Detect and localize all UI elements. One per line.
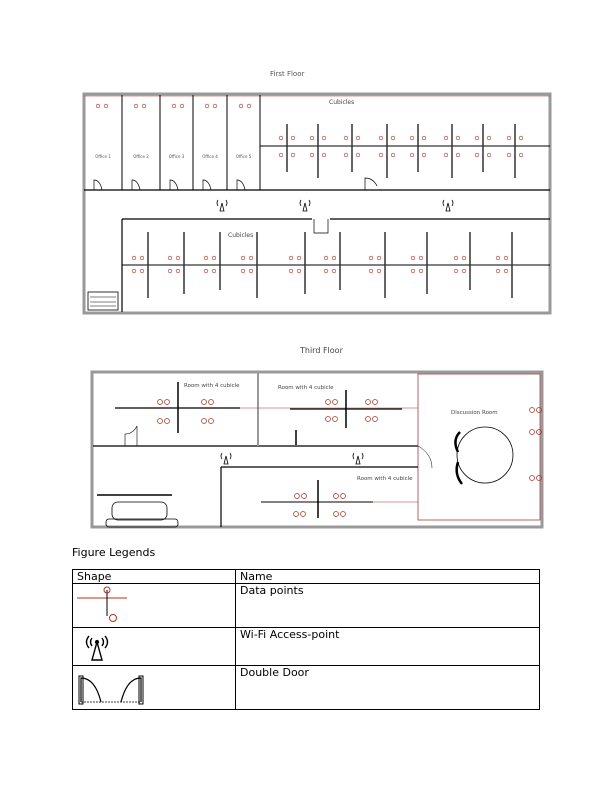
data-point-icon: [209, 419, 214, 424]
data-point-icon: [213, 104, 217, 108]
legend-row: [73, 666, 540, 710]
first-floor-plan: [84, 94, 550, 313]
data-point-icon: [310, 153, 314, 157]
wifi-icon: [221, 453, 231, 464]
data-point-icon: [77, 584, 157, 624]
data-point-icon: [180, 104, 184, 108]
data-point-icon: [104, 104, 108, 108]
data-point-icon: [332, 269, 336, 273]
data-point-icon: [519, 153, 523, 157]
data-point-icon: [310, 136, 314, 140]
stairs: [88, 292, 118, 310]
data-point-icon: [341, 512, 346, 517]
data-point-icon: [295, 494, 300, 499]
double-door-icon: [77, 666, 157, 706]
data-point-icon: [366, 400, 371, 405]
data-point-icon: [391, 153, 395, 157]
legend-row: [73, 628, 540, 666]
data-point-icon: [249, 269, 253, 273]
door-icon: [203, 180, 211, 190]
data-point-icon: [247, 104, 251, 108]
data-point-icon: [341, 494, 346, 499]
wifi-icon: [353, 453, 363, 464]
data-point-icon: [411, 269, 415, 273]
data-point-icon: [168, 269, 172, 273]
data-point-icon: [142, 104, 146, 108]
data-point-icon: [297, 269, 301, 273]
door-icon: [237, 180, 245, 190]
room-c-label: Room with 4 cubicle: [357, 476, 413, 482]
office-label: Office 3: [168, 154, 185, 159]
data-point-icon: [454, 256, 458, 260]
third-floor-title: Third Floor: [300, 346, 343, 355]
data-point-icon: [333, 417, 338, 422]
data-point-icon: [332, 256, 336, 260]
data-point-icon: [462, 269, 466, 273]
data-point-icon: [241, 269, 245, 273]
data-point-icon: [176, 256, 180, 260]
data-point-icon: [326, 417, 331, 422]
data-point-icon: [302, 494, 307, 499]
data-point-icon: [344, 136, 348, 140]
data-point-icon: [411, 256, 415, 260]
wifi-icon: [217, 200, 227, 211]
legend-table: [72, 569, 540, 710]
data-point-icon: [158, 419, 163, 424]
data-point-icon: [291, 153, 295, 157]
data-point-icon: [456, 153, 460, 157]
data-point-icon: [507, 136, 511, 140]
data-point-icon: [204, 256, 208, 260]
elevator: [97, 495, 178, 527]
data-point-icon: [504, 256, 508, 260]
data-point-icon: [377, 269, 381, 273]
first-floor-title: First Floor: [270, 70, 305, 78]
wifi-icon: [300, 200, 310, 211]
data-point-icon: [530, 476, 535, 481]
third-floor-plan: [92, 372, 542, 527]
data-point-icon: [289, 269, 293, 273]
data-point-icon: [496, 256, 500, 260]
door-icon: [365, 178, 377, 190]
data-point-icon: [205, 104, 209, 108]
legend-name: Data points: [236, 584, 540, 628]
data-point-icon: [410, 136, 414, 140]
data-point-icon: [279, 153, 283, 157]
data-point-icon: [456, 136, 460, 140]
data-point-icon: [530, 430, 535, 435]
data-point-icon: [132, 256, 136, 260]
room-b-label: Room with 4 cubicle: [278, 385, 334, 391]
door-icon: [94, 180, 102, 190]
data-point-icon: [158, 400, 163, 405]
data-point-icon: [176, 269, 180, 273]
data-point-icon: [279, 136, 283, 140]
header-name: Name: [236, 570, 540, 584]
data-point-icon: [322, 153, 326, 157]
data-point-icon: [496, 269, 500, 273]
data-point-icon: [165, 419, 170, 424]
data-point-icon: [249, 256, 253, 260]
data-point-icon: [444, 136, 448, 140]
data-point-icon: [96, 104, 100, 108]
data-point-icon: [212, 269, 216, 273]
data-point-icon: [475, 153, 479, 157]
data-point-icon: [239, 104, 243, 108]
header-shape: Shape: [73, 570, 236, 584]
legend-name: Wi-Fi Access-point: [236, 628, 540, 666]
data-point-icon: [291, 136, 295, 140]
data-point-icon: [422, 153, 426, 157]
data-point-icon: [410, 153, 414, 157]
data-point-icon: [369, 269, 373, 273]
data-point-icon: [168, 256, 172, 260]
door-icon: [170, 180, 178, 190]
data-point-icon: [454, 269, 458, 273]
data-point-icon: [366, 417, 371, 422]
data-point-icon: [324, 256, 328, 260]
data-point-icon: [134, 104, 138, 108]
data-point-icon: [475, 136, 479, 140]
data-point-icon: [202, 400, 207, 405]
data-point-icon: [462, 256, 466, 260]
discussion-room-label: Discussion Room: [451, 410, 498, 416]
data-point-icon: [373, 400, 378, 405]
data-point-icon: [419, 256, 423, 260]
data-point-icon: [140, 256, 144, 260]
data-point-icon: [379, 153, 383, 157]
office-label: Office 1: [95, 154, 111, 159]
door-icon: [132, 180, 140, 190]
data-point-icon: [507, 153, 511, 157]
office-label: Office 5: [235, 154, 252, 159]
data-point-icon: [530, 408, 535, 413]
data-point-icon: [289, 256, 293, 260]
data-point-icon: [504, 269, 508, 273]
legend-row: [73, 584, 540, 628]
cubicles-bottom-label: Cubicles: [228, 232, 254, 239]
data-point-icon: [140, 269, 144, 273]
wifi-icon: [443, 200, 453, 211]
data-point-icon: [379, 136, 383, 140]
legend-heading: Figure Legends: [72, 546, 156, 559]
data-point-icon: [324, 269, 328, 273]
data-point-icon: [487, 136, 491, 140]
cubicles-top-label: Cubicles: [329, 99, 355, 106]
data-point-icon: [419, 269, 423, 273]
data-point-icon: [322, 136, 326, 140]
data-point-icon: [356, 136, 360, 140]
data-point-icon: [444, 153, 448, 157]
data-point-icon: [373, 417, 378, 422]
data-point-icon: [334, 494, 339, 499]
data-point-icon: [172, 104, 176, 108]
data-point-icon: [294, 512, 299, 517]
office-label: Office 4: [202, 154, 218, 159]
data-point-icon: [369, 256, 373, 260]
data-point-icon: [422, 136, 426, 140]
data-point-icon: [519, 136, 523, 140]
data-point-icon: [165, 400, 170, 405]
data-point-icon: [333, 400, 338, 405]
data-point-icon: [204, 269, 208, 273]
double-door-icon: [314, 219, 328, 233]
data-point-icon: [241, 256, 245, 260]
data-point-icon: [487, 153, 491, 157]
data-point-icon: [356, 153, 360, 157]
room-a-label: Room with 4 cubicle: [184, 383, 240, 389]
data-point-icon: [212, 256, 216, 260]
data-point-icon: [297, 256, 301, 260]
legend-header-row: [73, 570, 540, 584]
data-point-icon: [132, 269, 136, 273]
data-point-icon: [209, 400, 214, 405]
data-point-icon: [326, 400, 331, 405]
data-point-icon: [377, 256, 381, 260]
data-point-icon: [202, 419, 207, 424]
wifi-icon: [77, 628, 117, 662]
legend-name: Double Door: [236, 666, 540, 710]
data-point-icon: [344, 153, 348, 157]
data-point-icon: [334, 512, 339, 517]
data-point-icon: [301, 512, 306, 517]
data-point-icon: [391, 136, 395, 140]
office-label: Office 2: [133, 154, 149, 159]
